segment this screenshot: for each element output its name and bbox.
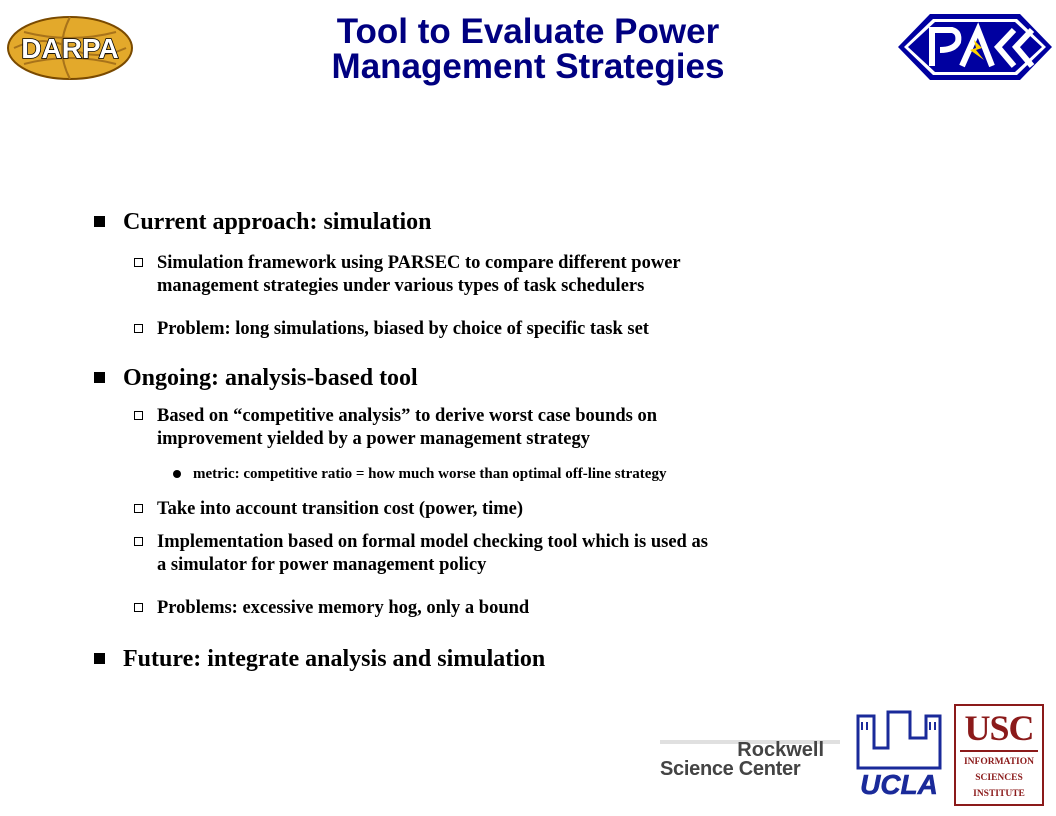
section-heading [123, 645, 545, 673]
usc-logo-line-3: INSTITUTE [973, 789, 1025, 799]
ucla-logo [854, 708, 944, 802]
logo-rule [960, 750, 1038, 752]
rockwell-science-center-logo [660, 740, 840, 782]
section-heading [123, 208, 431, 236]
title-line-1: Tool to Evaluate Power [336, 12, 720, 51]
list-item-text: management strategies under various types of task schedulers [157, 276, 645, 296]
list-item [157, 498, 523, 521]
list-item-text: improvement yielded by a power management strategy [157, 429, 590, 449]
list-item-text: Implementation based on formal model checking tool which is used as [157, 532, 708, 552]
rockwell-logo-line-1: Rockwell [737, 739, 824, 761]
ucla-logo-text: UCLA [860, 769, 938, 800]
dot-bullet-icon [173, 470, 181, 478]
list-item-text: Problems: excessive memory hog, only a bound [157, 598, 530, 618]
section-heading-text: Current approach: simulation [123, 209, 432, 235]
list-item [157, 405, 657, 451]
hollow-square-bullet-icon [134, 603, 143, 612]
square-bullet-icon [94, 216, 105, 227]
sub-list-item [193, 464, 666, 484]
hollow-square-bullet-icon [134, 537, 143, 546]
usc-logo-title: USC [964, 708, 1034, 748]
section-heading [123, 364, 418, 392]
list-item [157, 252, 681, 298]
hollow-square-bullet-icon [134, 504, 143, 513]
list-item-text: Problem: long simulations, biased by choice of specific task set [157, 319, 649, 339]
section-heading-text: Ongoing: analysis-based tool [123, 365, 418, 391]
list-item-text: Based on “competitive analysis” to derive worst case bounds on [157, 406, 658, 426]
list-item-text: a simulator for power management policy [157, 555, 487, 575]
hollow-square-bullet-icon [134, 258, 143, 267]
usc-isi-logo [954, 704, 1044, 806]
list-item [157, 531, 708, 577]
square-bullet-icon [94, 372, 105, 383]
section-heading-text: Future: integrate analysis and simulation [123, 646, 546, 672]
darpa-logo-text: DARPA [21, 33, 119, 64]
usc-logo-line-2: SCIENCES [975, 773, 1023, 783]
hollow-square-bullet-icon [134, 324, 143, 333]
usc-logo-line-1: INFORMATION [963, 757, 1035, 767]
sub-list-item-text: metric: competitive ratio = how much worse than optimal off-line strategy [193, 466, 667, 482]
list-item-text: Simulation framework using PARSEC to compare different power [157, 253, 681, 273]
hollow-square-bullet-icon [134, 411, 143, 420]
rockwell-logo-line-2: Science Center [660, 758, 801, 780]
list-item [157, 597, 529, 620]
square-bullet-icon [94, 653, 105, 664]
list-item-text: Take into account transition cost (power, time) [157, 499, 524, 519]
title-line-2: Management Strategies [331, 47, 725, 86]
list-item [157, 318, 649, 341]
